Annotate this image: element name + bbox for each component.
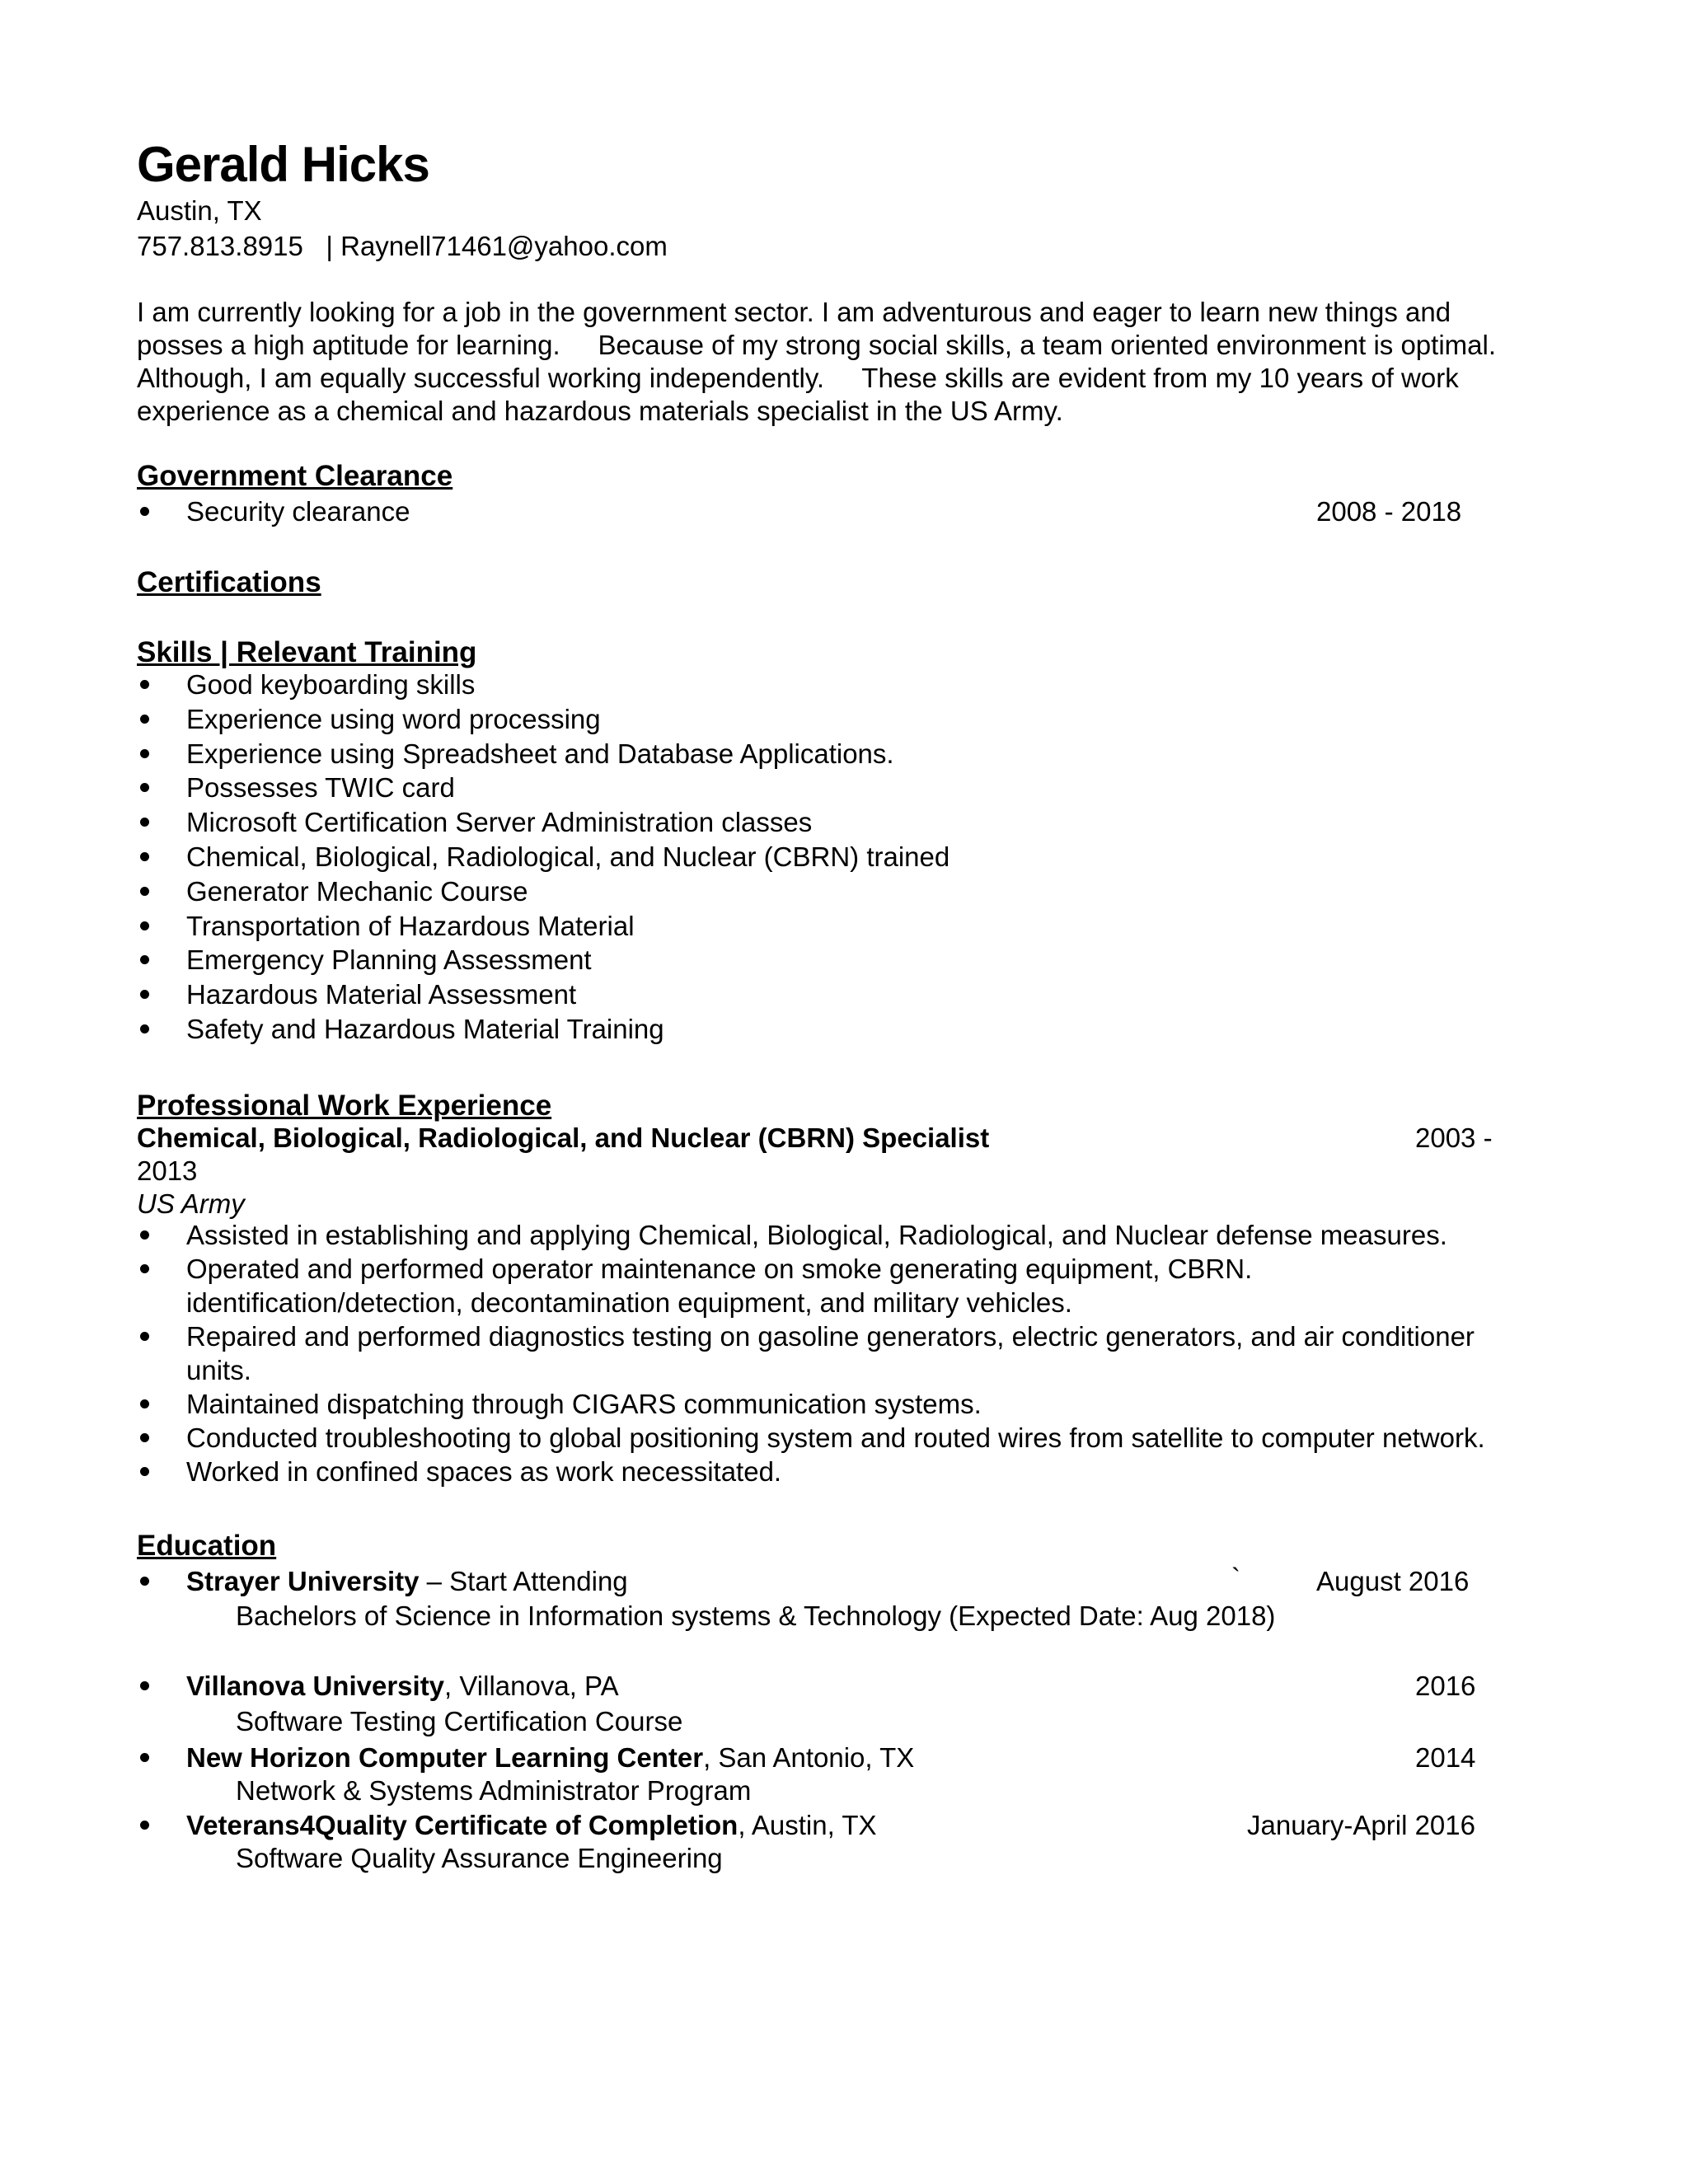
experience-bullet-line: units.: [186, 1355, 251, 1385]
education-date: 2016: [1415, 1671, 1476, 1701]
program-name: Network & Systems Administrator Program: [236, 1775, 752, 1806]
clearance-label: Security clearance: [186, 496, 410, 527]
skill-item: Generator Mechanic Course: [186, 876, 528, 907]
bullet-icon: [140, 887, 149, 896]
certifications-heading: Certifications: [137, 566, 321, 598]
location: Austin, TX: [137, 195, 262, 226]
school-detail: , Austin, TX: [738, 1810, 877, 1840]
experience-bullet-line: identification/detection, decontamination equipment, and military vehicles.: [186, 1287, 1072, 1318]
education-date: August 2016: [1316, 1566, 1470, 1596]
experience-heading: Professional Work Experience: [137, 1090, 552, 1122]
program-name: Software Testing Certification Course: [236, 1706, 683, 1736]
education-date: January-April 2016: [1247, 1810, 1475, 1840]
bullet-icon: [140, 1399, 149, 1408]
program-name: Bachelors of Science in Information systems & Technology (Expected Date: Aug 2018): [236, 1601, 1276, 1631]
summary-line: I am currently looking for a job in the government sector. I am adventurous and eager to learn new things and: [137, 297, 1451, 327]
bullet-icon: [140, 1332, 149, 1341]
experience-bullet-line: Repaired and performed diagnostics testing on gasoline generators, electric generators, and air conditioner: [186, 1321, 1475, 1352]
skill-item: Hazardous Material Assessment: [186, 979, 577, 1010]
education-heading: Education: [137, 1530, 277, 1562]
skills-heading: Skills | Relevant Training: [137, 636, 477, 668]
candidate-name: Gerald Hicks: [137, 137, 429, 192]
clearance-heading: Government Clearance: [137, 460, 453, 492]
bullet-icon: [140, 1024, 149, 1033]
school-name: Villanova University: [186, 1671, 445, 1701]
summary-line: posses a high aptitude for learning. Because of my strong social skills, a team oriented environment is optimal.: [137, 330, 1497, 360]
bullet-icon: [140, 1230, 149, 1240]
experience-bullet-line: Conducted troubleshooting to global positioning system and routed wires from satellite to computer network.: [186, 1422, 1485, 1453]
school-name: New Horizon Computer Learning Center: [186, 1742, 704, 1773]
bullet-icon: [140, 921, 149, 930]
bullet-icon: [140, 818, 149, 827]
bullet-icon: [140, 1821, 149, 1830]
bullet-icon: [140, 749, 149, 758]
bullet-icon: [140, 715, 149, 724]
bullet-icon: [140, 990, 149, 999]
experience-bullet-line: Worked in confined spaces as work necessitated.: [186, 1456, 782, 1487]
bullet-icon: [140, 1264, 149, 1273]
school-name: Strayer University: [186, 1566, 420, 1596]
bullet-icon: [140, 783, 149, 792]
bullet-icon: [140, 1577, 149, 1586]
bullet-icon: [140, 955, 149, 964]
skill-item: Transportation of Hazardous Material: [186, 911, 635, 941]
skill-item: Good keyboarding skills: [186, 669, 476, 700]
school-detail: , San Antonio, TX: [703, 1742, 915, 1773]
job-title: Chemical, Biological, Radiological, and Nuclear (CBRN) Specialist: [137, 1122, 990, 1153]
summary-line: Although, I am equally successful working independently. These skills are evident from my 10 years of work: [137, 363, 1459, 393]
clearance-dates: 2008 - 2018: [1316, 496, 1462, 527]
skill-item: Possesses TWIC card: [186, 772, 455, 803]
bullet-icon: [140, 1681, 149, 1690]
skill-item: Chemical, Biological, Radiological, and Nuclear (CBRN) trained: [186, 841, 950, 872]
skill-item: Experience using Spreadsheet and Database Applications.: [186, 738, 894, 769]
stray-mark: `: [1231, 1563, 1240, 1593]
school-name: Veterans4Quality Certificate of Completion: [186, 1810, 738, 1840]
school-detail: – Start Attending: [419, 1566, 628, 1596]
job-dates-start: 2003 -: [1415, 1122, 1493, 1153]
experience-bullet-line: Assisted in establishing and applying Chemical, Biological, Radiological, and Nuclear defense measures.: [186, 1220, 1447, 1250]
skill-item: Experience using word processing: [186, 704, 601, 734]
bullet-icon: [140, 1433, 149, 1442]
bullet-icon: [140, 1753, 149, 1762]
education-date: 2014: [1415, 1742, 1476, 1773]
bullet-icon: [140, 507, 149, 516]
program-name: Software Quality Assurance Engineering: [236, 1843, 723, 1873]
experience-bullet-line: Operated and performed operator maintenance on smoke generating equipment, CBRN.: [186, 1254, 1253, 1284]
school-detail: , Villanova, PA: [444, 1671, 619, 1701]
bullet-icon: [140, 1467, 149, 1476]
contact-line: 757.813.8915 | Raynell71461@yahoo.com: [137, 231, 668, 261]
experience-bullet-line: Maintained dispatching through CIGARS communication systems.: [186, 1389, 982, 1419]
bullet-icon: [140, 852, 149, 861]
employer: US Army: [137, 1188, 245, 1219]
skill-item: Safety and Hazardous Material Training: [186, 1014, 664, 1044]
skill-item: Emergency Planning Assessment: [186, 944, 592, 975]
skill-item: Microsoft Certification Server Administration classes: [186, 807, 813, 837]
job-dates-end: 2013: [137, 1155, 198, 1186]
bullet-icon: [140, 680, 149, 689]
summary-line: experience as a chemical and hazardous materials specialist in the US Army.: [137, 396, 1063, 426]
